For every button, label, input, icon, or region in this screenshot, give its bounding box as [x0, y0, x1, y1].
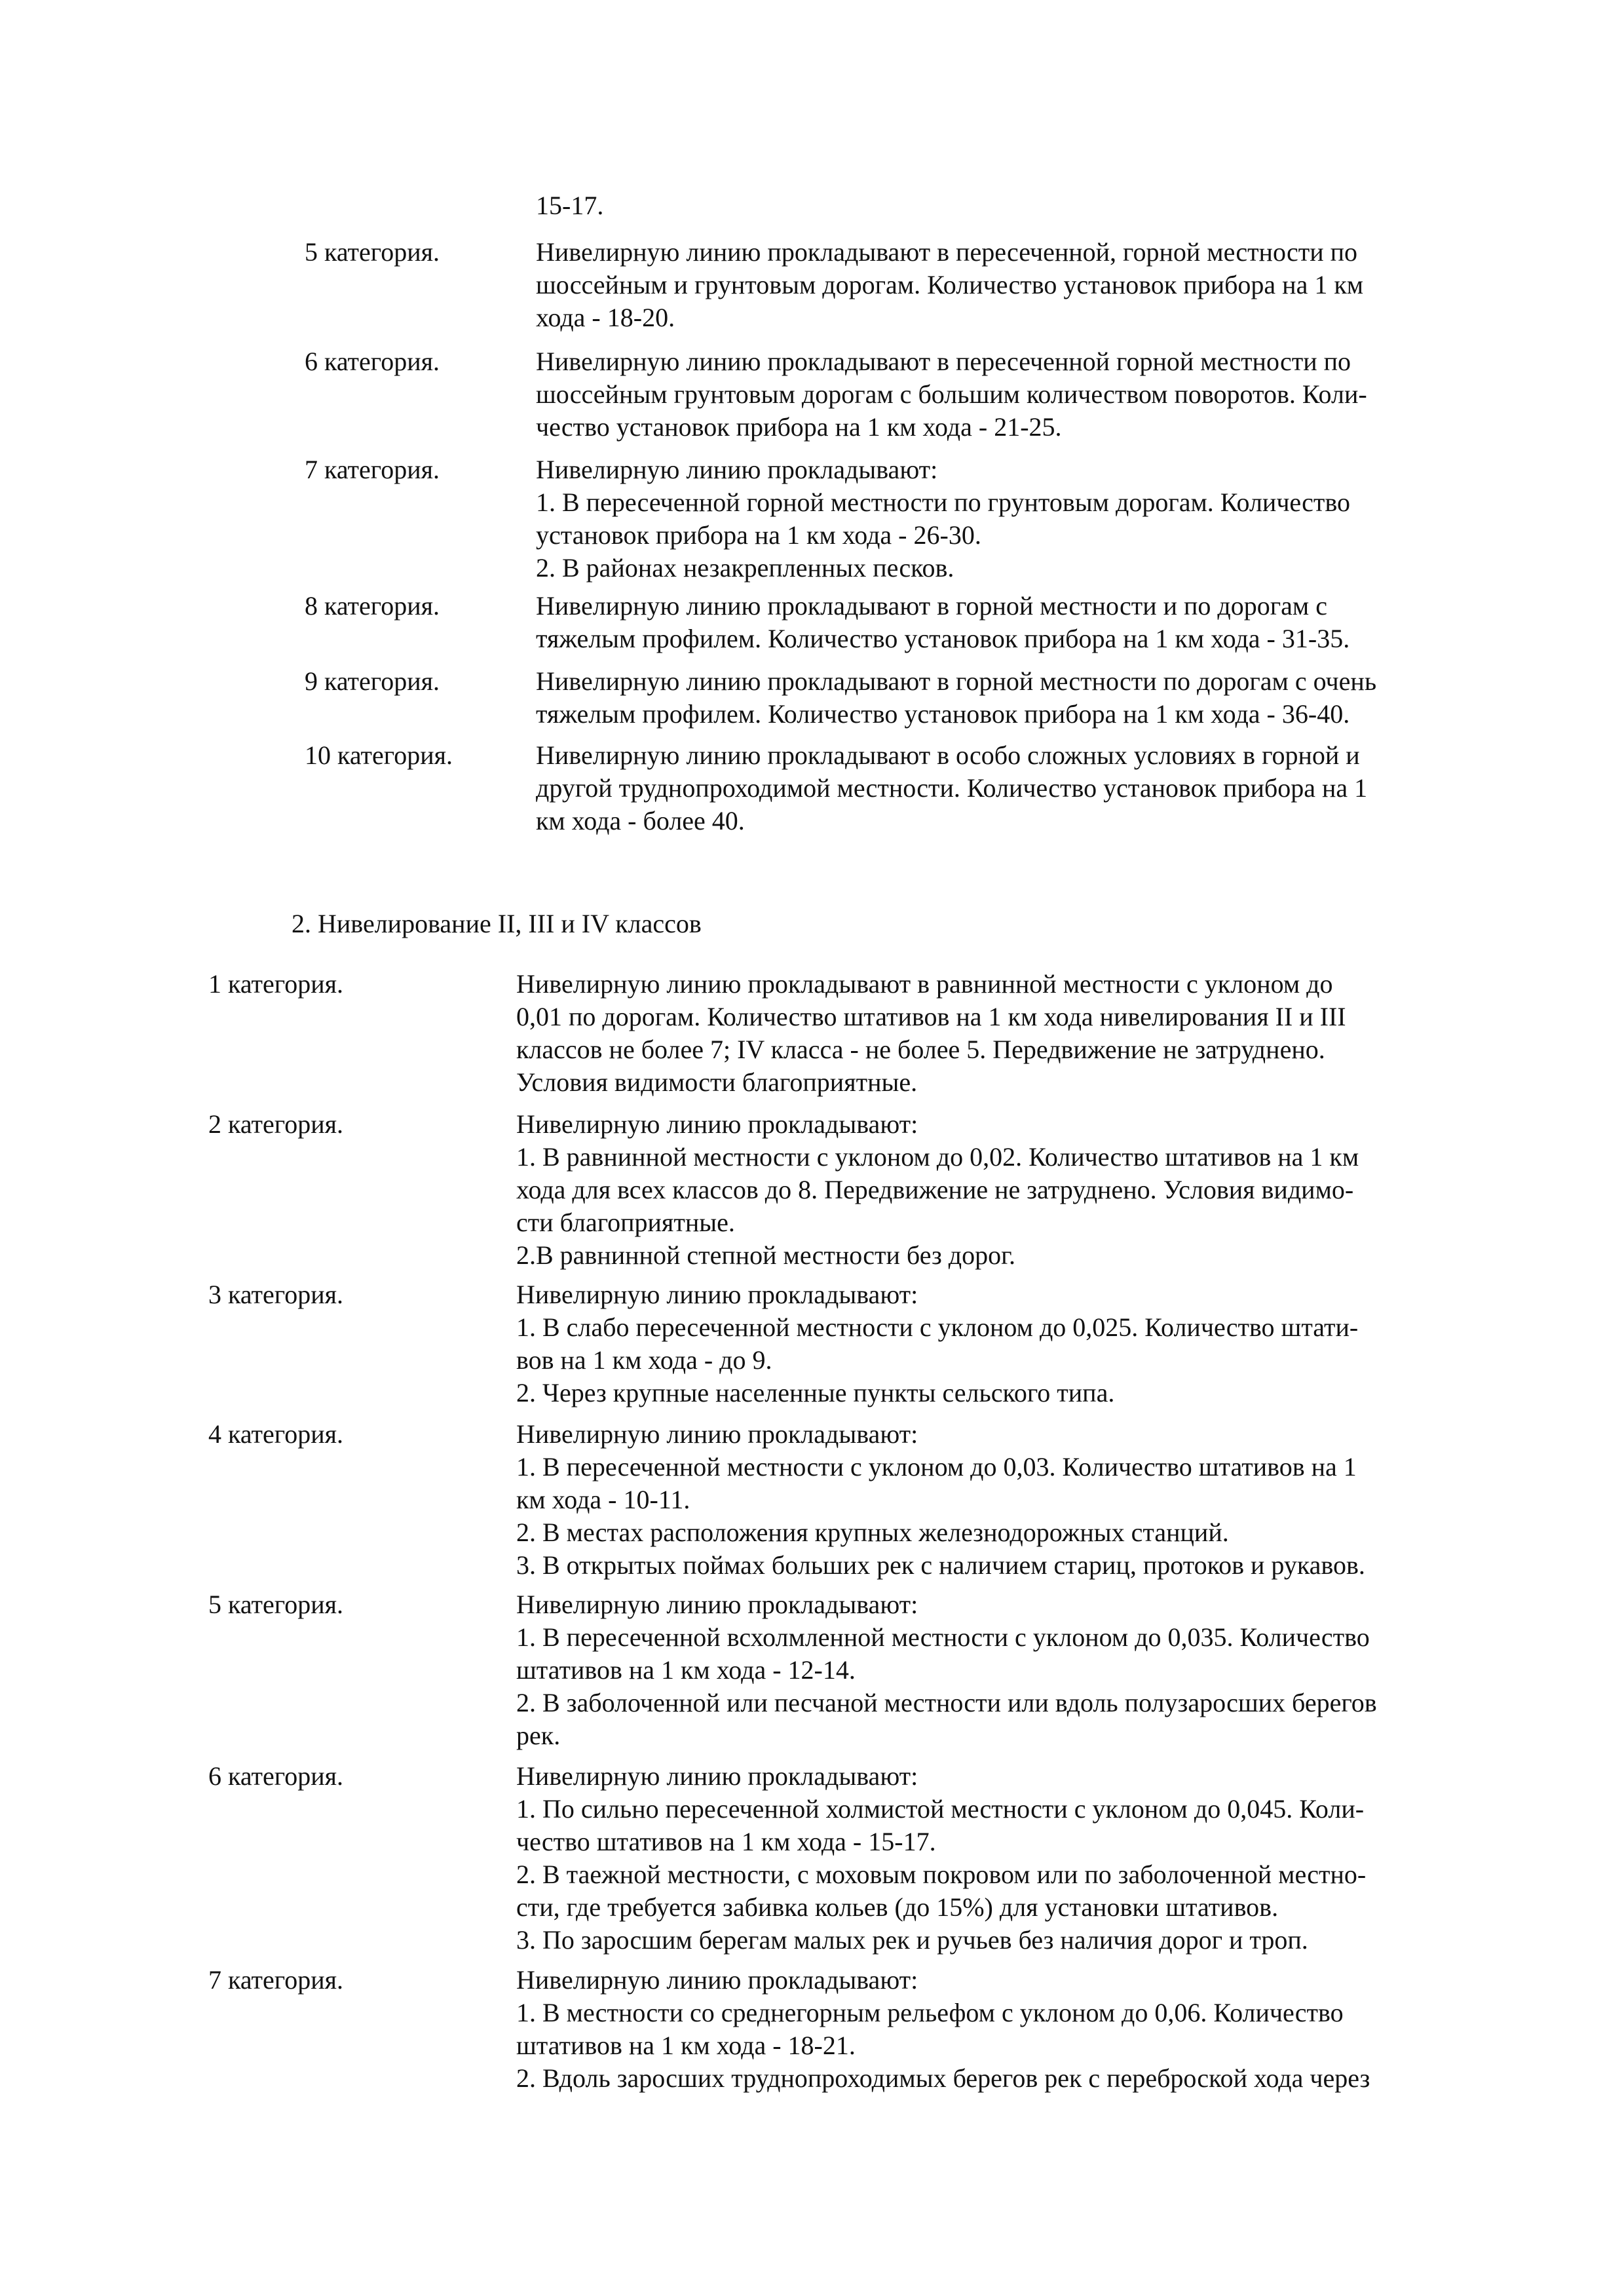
- category-description: [516, 1108, 1414, 1272]
- description-line: Нивелирную линию прокладывают:: [516, 1590, 918, 1619]
- description-line: 2. Через крупные населенные пункты сельского типа.: [516, 1378, 1115, 1407]
- description-line: Условия видимости благоприятные.: [516, 1067, 918, 1097]
- description-line: Нивелирную линию прокладывают:: [516, 1109, 918, 1139]
- category-label: 9 категория.: [305, 666, 440, 696]
- description-line: 1. В пересеченной всхолмленной местности с уклоном до 0,035. Количество: [516, 1622, 1370, 1652]
- category-description: [516, 1964, 1414, 2095]
- description-line: Нивелирную линию прокладывают:: [536, 455, 938, 484]
- category-label: 3 категория.: [208, 1280, 343, 1309]
- description-line: 1. В пересеченной горной местности по грунтовым дорогам. Количество: [536, 488, 1351, 517]
- description-line: км хода - 10-11.: [516, 1485, 690, 1514]
- section2-heading: 2. Нивелирование II, III и IV классов: [292, 909, 702, 938]
- description-line: сти благоприятные.: [516, 1208, 735, 1237]
- description-line: другой труднопроходимой местности. Количество установок прибора на 1: [536, 773, 1368, 803]
- description-line: установок прибора на 1 км хода - 26-30.: [536, 520, 981, 550]
- description-line: Нивелирную линию прокладывают в равнинной местности с уклоном до: [516, 969, 1333, 999]
- description-line: 0,01 по дорогам. Количество штативов на 1 км хода нивелирования II и III: [516, 1002, 1346, 1031]
- description-line: классов не более 7; IV класса - не более 5. Передвижение не затруднено.: [516, 1035, 1325, 1064]
- description-line: тяжелым профилем. Количество установок прибора на 1 км хода - 36-40.: [536, 699, 1350, 729]
- category-description: [536, 345, 1417, 444]
- category-label: 2 категория.: [208, 1109, 343, 1139]
- description-line: Нивелирную линию прокладывают:: [516, 1280, 918, 1309]
- description-line: чество установок прибора на 1 км хода - 21-25.: [536, 412, 1062, 442]
- description-line: вов на 1 км хода - до 9.: [516, 1345, 772, 1375]
- description-line: Нивелирную линию прокладывают:: [516, 1761, 918, 1791]
- category-label: 7 категория.: [305, 455, 440, 484]
- description-line: чество штативов на 1 км хода - 15-17.: [516, 1827, 936, 1856]
- category-label: 6 категория.: [208, 1761, 343, 1791]
- description-line: шоссейным и грунтовым дорогам. Количество установок прибора на 1 км: [536, 270, 1364, 299]
- category-description: [536, 665, 1417, 731]
- category-description: [536, 590, 1417, 655]
- description-line: 1. В пересеченной местности с уклоном до 0,03. Количество штативов на 1: [516, 1452, 1357, 1482]
- category-description: [536, 453, 1417, 584]
- description-line: 2. В местах расположения крупных железнодорожных станций.: [516, 1518, 1229, 1547]
- description-line: 2. В районах незакрепленных песков.: [536, 553, 954, 583]
- description-line: 3. По заросшим берегам малых рек и ручьев без наличия дорог и троп.: [516, 1925, 1308, 1955]
- description-line: 3. В открытых поймах больших рек с наличием стариц, протоков и рукавов.: [516, 1550, 1365, 1580]
- description-line: Нивелирную линию прокладывают:: [516, 1965, 918, 1995]
- description-line: 2. В таежной местности, с моховым покровом или по заболоченной местно-: [516, 1860, 1367, 1889]
- description-line: рек.: [516, 1721, 561, 1750]
- category-label: 7 категория.: [208, 1965, 343, 1995]
- description-line: сти, где требуется забивка кольев (до 15%) для установки штативов.: [516, 1892, 1279, 1922]
- category-label: 5 категория.: [305, 237, 440, 267]
- category-description: [516, 1760, 1414, 1957]
- description-line: штативов на 1 км хода - 18-21.: [516, 2031, 856, 2060]
- category-label: 10 категория.: [305, 740, 453, 770]
- description-line: 2. В заболоченной или песчаной местности или вдоль полузаросших берегов: [516, 1688, 1377, 1717]
- category-description: [516, 1278, 1414, 1409]
- description-line: Нивелирную линию прокладывают в особо сложных условиях в горной и: [536, 740, 1360, 770]
- description-line: Нивелирную линию прокладывают в пересеченной, горной местности по: [536, 237, 1358, 267]
- category-description: [516, 968, 1414, 1099]
- description-line: Нивелирную линию прокладывают в пересеченной горной местности по: [536, 347, 1351, 376]
- description-line: 1. В равнинной местности с уклоном до 0,02. Количество штативов на 1 км: [516, 1142, 1359, 1172]
- description-line: шоссейным грунтовым дорогам с большим количеством поворотов. Коли-: [536, 379, 1367, 409]
- category-description: [516, 1418, 1414, 1582]
- description-line: тяжелым профилем. Количество установок прибора на 1 км хода - 31-35.: [536, 624, 1350, 653]
- category-label: 6 категория.: [305, 347, 440, 376]
- category-label: 8 категория.: [305, 591, 440, 621]
- description-line: 2.В равнинной степной местности без дорог.: [516, 1240, 1016, 1270]
- continuation-text: 15-17.: [536, 191, 604, 220]
- description-line: Нивелирную линию прокладывают в горной местности по дорогам с очень: [536, 666, 1377, 696]
- category-description: [536, 236, 1417, 334]
- description-line: 1. В слабо пересеченной местности с уклоном до 0,025. Количество штати-: [516, 1312, 1359, 1342]
- category-description: [536, 739, 1417, 837]
- description-line: хода - 18-20.: [536, 303, 675, 332]
- description-line: Нивелирную линию прокладывают в горной местности и по дорогам с: [536, 591, 1327, 621]
- description-line: 1. В местности со среднегорным рельефом с уклоном до 0,06. Количество: [516, 1998, 1344, 2027]
- category-label: 4 категория.: [208, 1419, 343, 1449]
- description-line: штативов на 1 км хода - 12-14.: [516, 1655, 856, 1685]
- description-line: км хода - более 40.: [536, 806, 745, 835]
- category-label: 5 категория.: [208, 1590, 343, 1619]
- description-line: Нивелирную линию прокладывают:: [516, 1419, 918, 1449]
- category-label: 1 категория.: [208, 969, 343, 999]
- description-line: хода для всех классов до 8. Передвижение не затруднено. Условия видимо-: [516, 1175, 1354, 1204]
- category-description: [516, 1588, 1414, 1752]
- description-line: 2. Вдоль заросших труднопроходимых берегов рек с переброской хода через: [516, 2063, 1370, 2093]
- description-line: 1. По сильно пересеченной холмистой местности с уклоном до 0,045. Коли-: [516, 1794, 1365, 1824]
